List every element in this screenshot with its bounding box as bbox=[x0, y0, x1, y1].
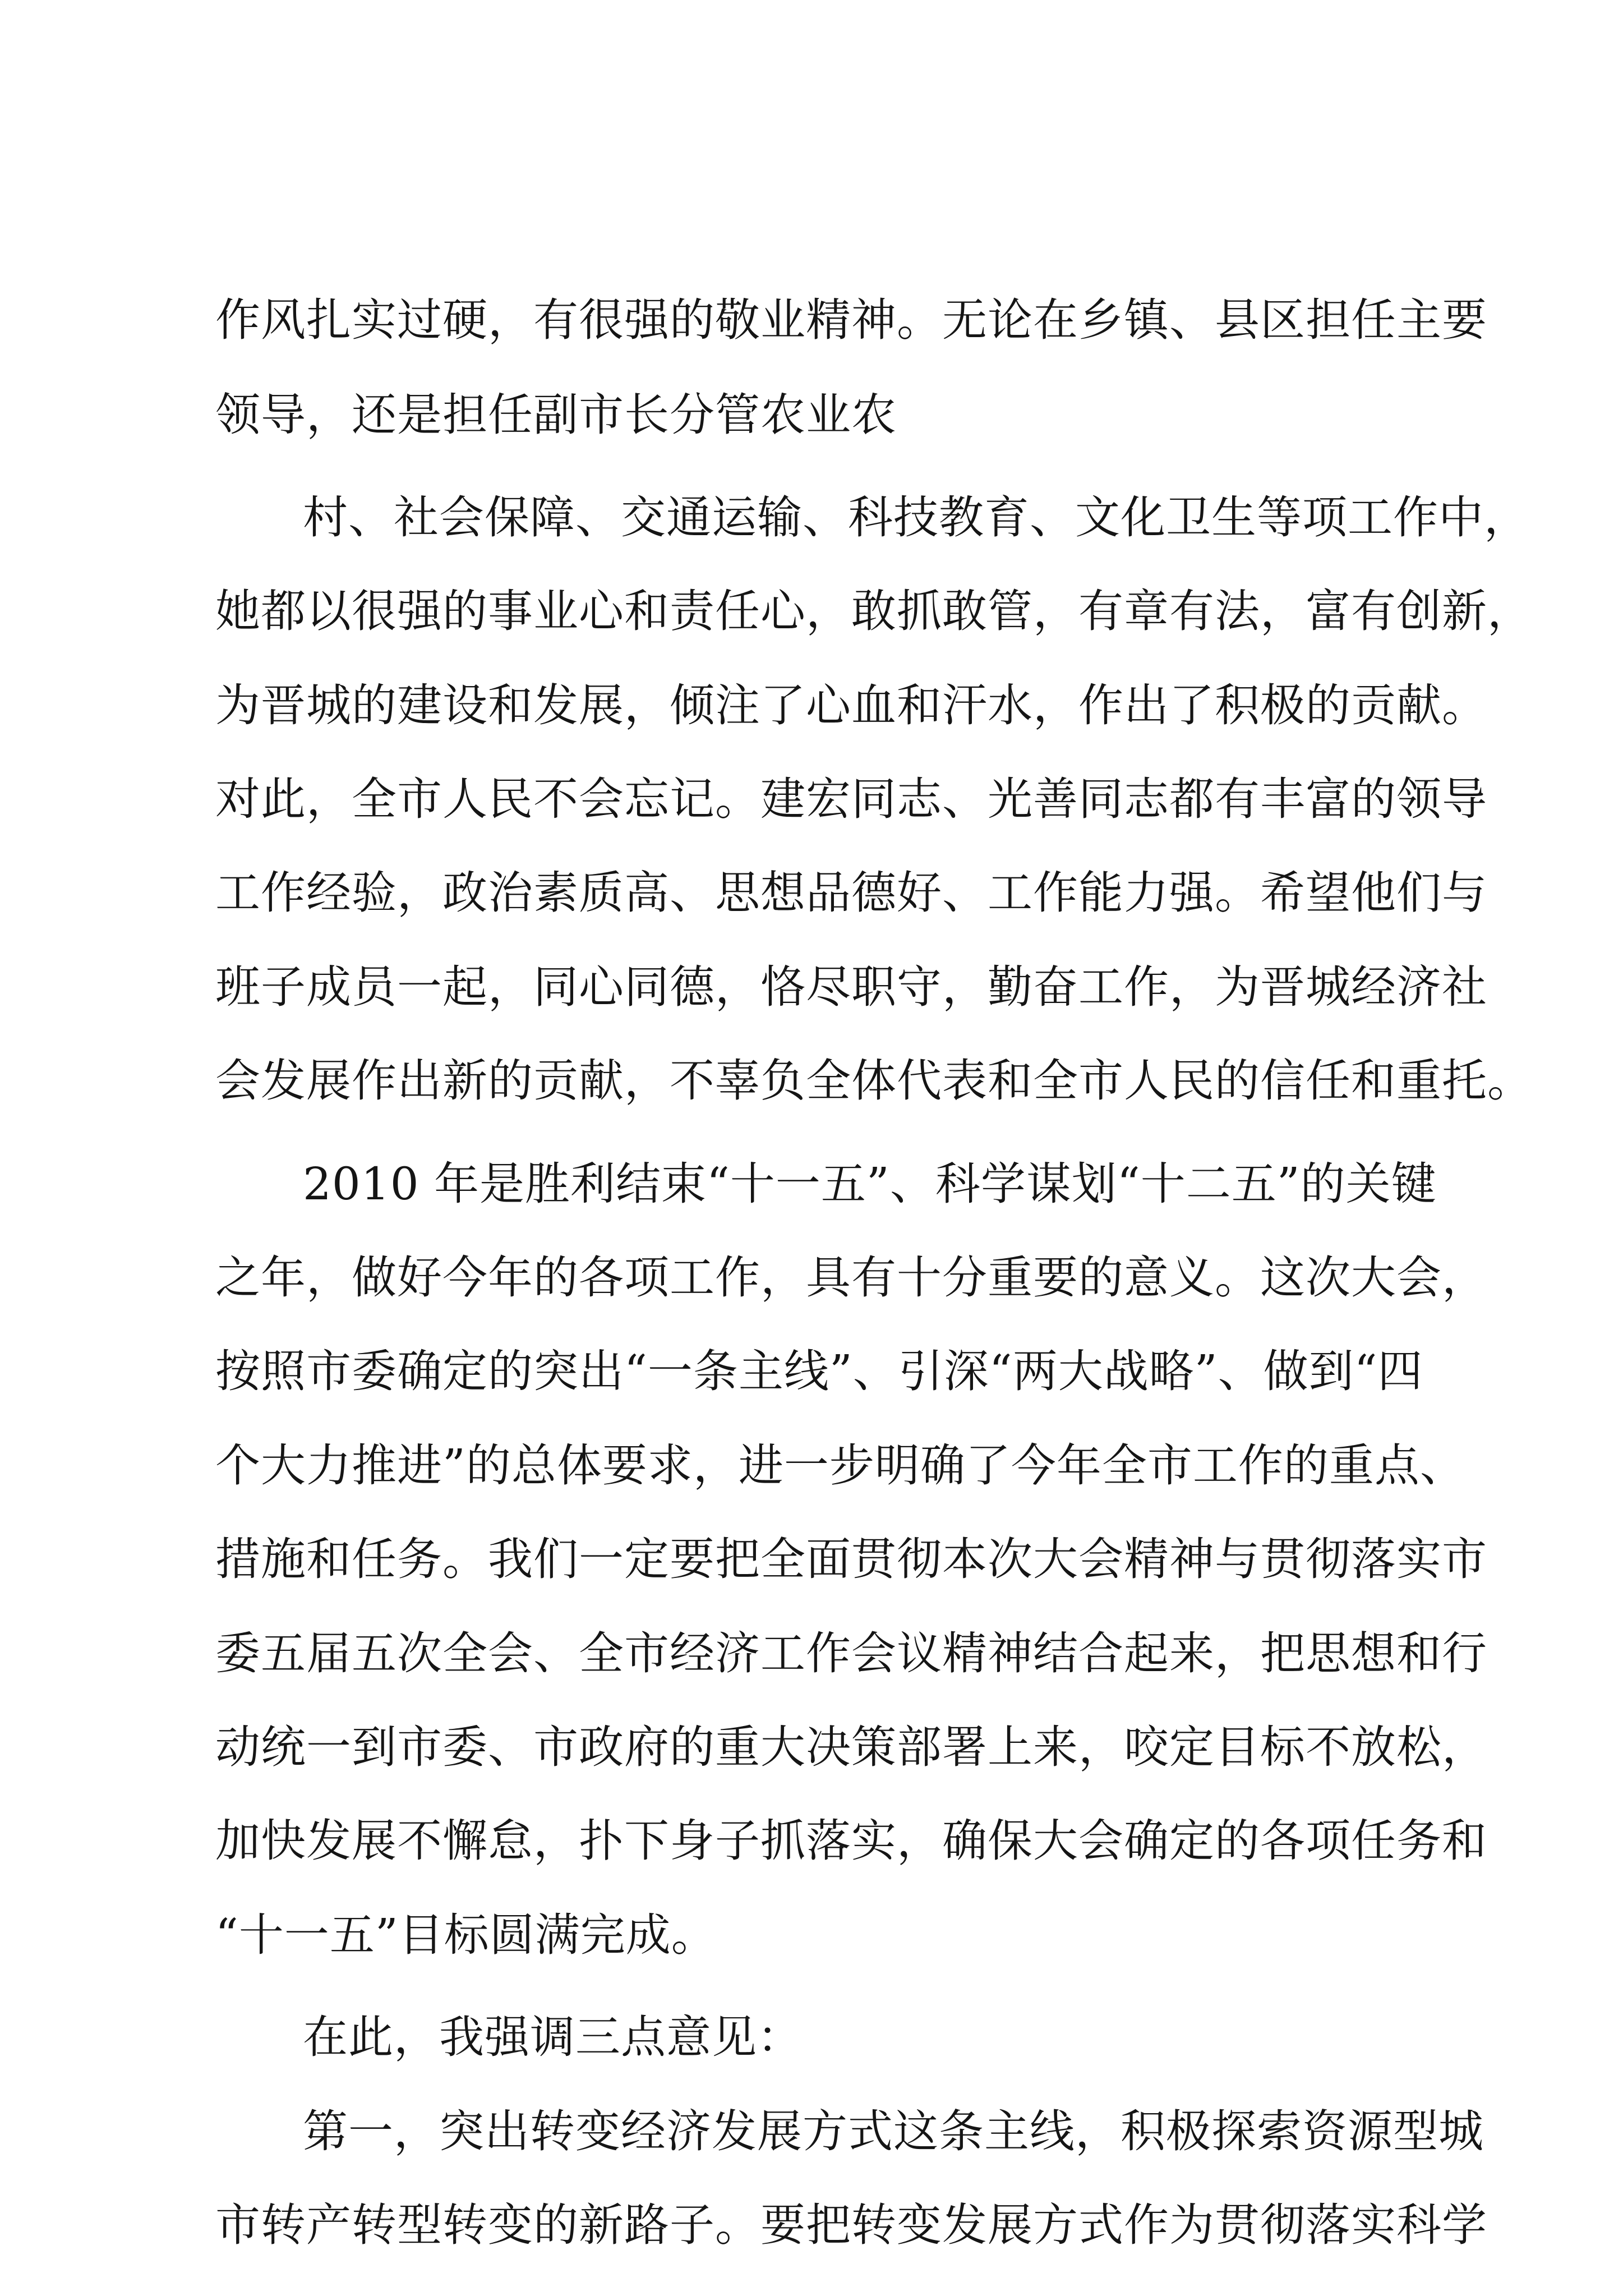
text-line: 对此，全市人民不会忘记。建宏同志、光善同志都有丰富的领导 bbox=[215, 773, 1487, 825]
text-line: “十一五”目标圆满完成。 bbox=[215, 1909, 717, 1961]
text-line: 工作经验，政治素质高、思想品德好、工作能力强。希望他们与 bbox=[215, 867, 1487, 919]
text-line: 市转产转型转变的新路子。要把转变发展方式作为贯彻落实科学 bbox=[215, 2199, 1487, 2251]
text-line: 为晋城的建设和发展，倾注了心血和汗水，作出了积极的贡献。 bbox=[215, 679, 1487, 731]
text-line: 作风扎实过硬，有很强的敬业精神。无论在乡镇、县区担任主要 bbox=[215, 294, 1487, 346]
text-line: 第一，突出转变经济发展方式这条主线，积极探索资源型城 bbox=[303, 2105, 1484, 2157]
text-line: 她都以很强的事业心和责任心，敢抓敢管，有章有法，富有创新， bbox=[215, 585, 1533, 637]
text-line: 2010 年是胜利结束“十一五”、科学谋划“十二五”的关键 bbox=[303, 1158, 1437, 1210]
text-line: 个大力推进”的总体要求，进一步明确了今年全市工作的重点、 bbox=[215, 1439, 1465, 1492]
text-line: 领导，还是担任副市长分管农业农 bbox=[215, 389, 897, 441]
text-line: 措施和任务。我们一定要把全面贯彻本次大会精神与贯彻落实市 bbox=[215, 1533, 1487, 1585]
text-line: 会发展作出新的贡献，不辜负全体代表和全市人民的信任和重托。 bbox=[215, 1055, 1533, 1107]
text-line: 之年，做好今年的各项工作，具有十分重要的意义。这次大会， bbox=[215, 1251, 1487, 1304]
text-line: 在此，我强调三点意见： bbox=[303, 2011, 803, 2063]
text-line: 加快发展不懈怠，扑下身子抓落实，确保大会确定的各项任务和 bbox=[215, 1815, 1487, 1867]
text-line: 委五届五次全会、全市经济工作会议精神结合起来，把思想和行 bbox=[215, 1627, 1487, 1680]
text-line: 按照市委确定的突出“一条主线”、引深“两大战略”、做到“四 bbox=[215, 1345, 1423, 1397]
text-line: 动统一到市委、市政府的重大决策部署上来，咬定目标不放松， bbox=[215, 1721, 1487, 1773]
text-line: 班子成员一起，同心同德，恪尽职守，勤奋工作，为晋城经济社 bbox=[215, 961, 1487, 1013]
text-line: 村、社会保障、交通运输、科技教育、文化卫生等项工作中， bbox=[303, 491, 1529, 544]
